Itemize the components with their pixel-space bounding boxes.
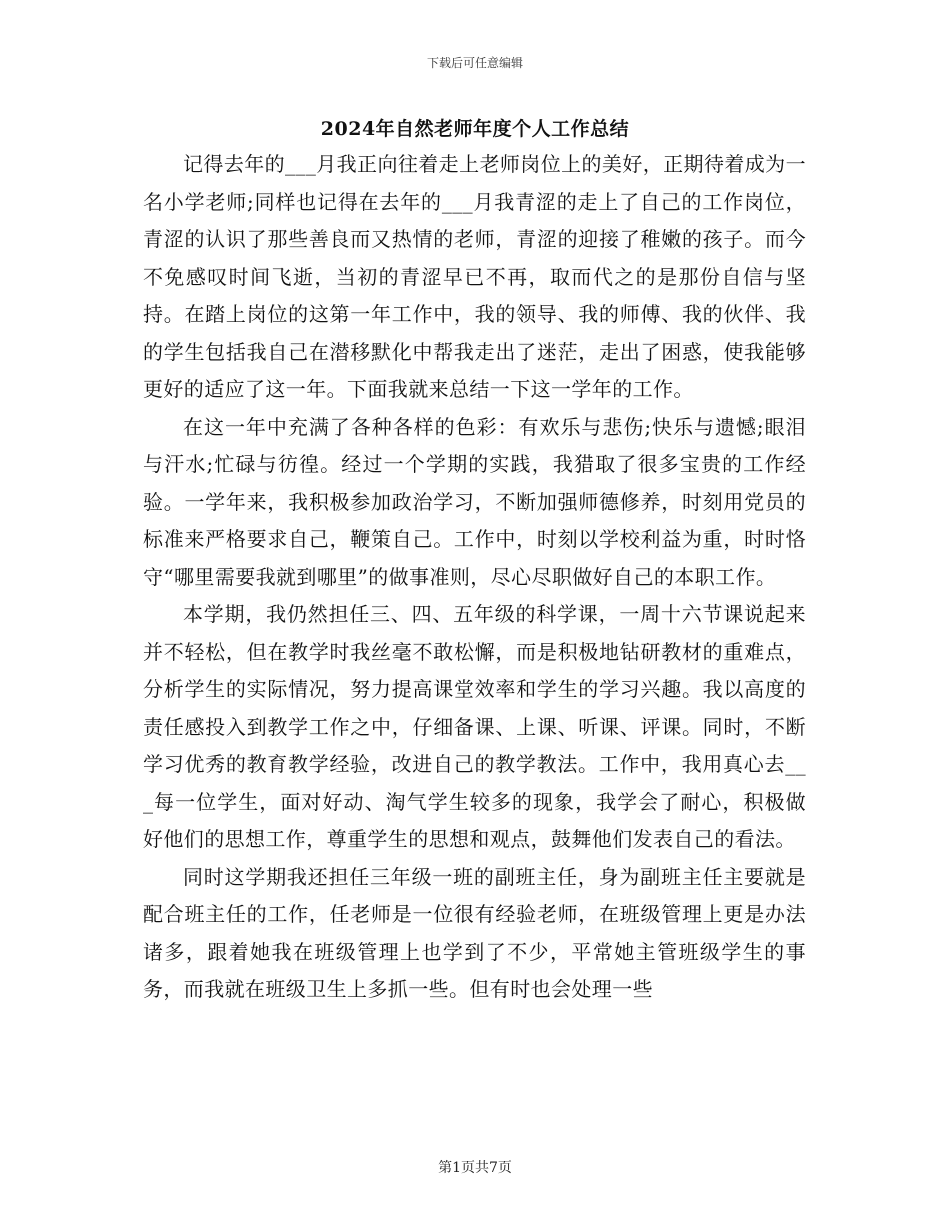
page-number: 第1页共7页 xyxy=(438,1160,512,1176)
body-paragraph-4: 同时这学期我还担任三年级一班的副班主任，身为副班主任主要就是配合班主任的工作，任老师是一位很有经验老师，在班级管理上更是办法诸多，跟着她我在班级管理上也学到了不少，平常她主管班级学生的事务，而我就在班级卫生上多抓一些。但有时也会处理一些 xyxy=(143,864,806,1001)
page-header-note: 下载后可任意编辑 xyxy=(426,56,523,70)
document-title: 2024年自然老师年度个人工作总结 xyxy=(320,118,630,140)
body-paragraph-3: 本学期，我仍然担任三、四、五年级的科学课，一周十六节课说起来并不轻松，但在教学时我丝毫不敢松懈，而是积极地钻研教材的重难点，分析学生的实际情况，努力提高课堂效率和学生的学习兴趣。我以高度的责任感投入到教学工作之中，仔细备课、上课、听课、评课。同时，不断学习优秀的教育教学经验，改进自己的教学教法。工作中，我用真心去___每一位学生，面对好动、淘气学生较多的现象，我学会了耐心，积极做好他们的思想工作，尊重学生的思想和观点，鼓舞他们发表自己的看法。 xyxy=(143,602,806,851)
body-paragraph-2: 在这一年中充满了各种各样的色彩：有欢乐与悲伤;快乐与遗憾;眼泪与汗水;忙碌与彷徨。经过一个学期的实践，我猎取了很多宝贵的工作经验。一学年来，我积极参加政治学习，不断加强师德修养，时刻用党员的标准来严格要求自己，鞭策自己。工作中，时刻以学校利益为重，时时恪守“哪里需要我就到哪里”的做事准则，尽心尽职做好自己的本职工作。 xyxy=(143,414,806,589)
body-paragraph-1: 记得去年的___月我正向往着走上老师岗位上的美好，正期待着成为一名小学老师;同样也记得在去年的___月我青涩的走上了自己的工作岗位，青涩的认识了那些善良而又热情的老师，青涩的迎接了稚嫩的孩子。而今不免感叹时间飞逝，当初的青涩早已不再，取而代之的是那份自信与坚持。在踏上岗位的这第一年工作中，我的领导、我的师傅、我的伙伴、我的学生包括我自己在潜移默化中帮我走出了迷茫，走出了困惑，使我能够更好的适应了这一年。下面我就来总结一下这一学年的工作。 xyxy=(143,152,806,401)
document-body xyxy=(143,146,806,1009)
